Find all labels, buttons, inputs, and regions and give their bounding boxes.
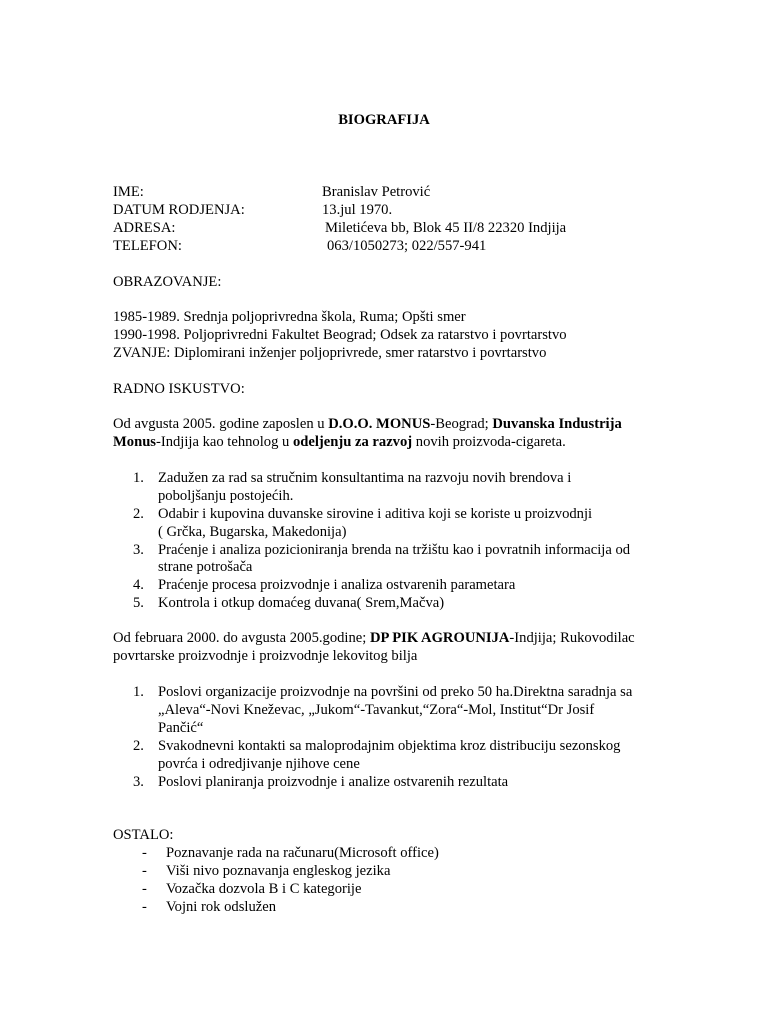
bullet-dash: -: [142, 899, 147, 915]
job1-text: Od avgusta 2005. godine zaposlen u: [113, 416, 329, 432]
job1-company: D.O.O. MONUS: [328, 416, 431, 432]
list-item-text: strane potrošača: [158, 559, 253, 575]
label-adresa: ADRESA:: [113, 220, 176, 236]
page-title: BIOGRAFIJA: [338, 112, 430, 128]
education-heading: OBRAZOVANJE:: [113, 274, 222, 290]
job1-company-2b: Monus: [113, 434, 156, 450]
education-line: 1990-1998. Poljoprivredni Fakultet Beograd; Odsek za ratarstvo i povrtarstvo: [113, 327, 567, 343]
job2-text: Od februara 2000. do avgusta 2005.godine;: [113, 630, 370, 646]
list-item-text: povrća i odredjivanje njihove cene: [158, 756, 360, 772]
value-datum-rodjenja: 13.jul 1970.: [322, 202, 393, 218]
label-ime: IME:: [113, 184, 144, 200]
education-line: ZVANJE: Diplomirani inženjer poljoprivrede, smer ratarstvo i povrtarstvo: [113, 345, 547, 361]
list-number: 2.: [133, 506, 144, 522]
list-number: 3.: [133, 774, 144, 790]
job2-company: DP PIK AGROUNIJA: [369, 630, 510, 646]
job1-text: -Indjija kao tehnolog u: [155, 434, 293, 450]
job2-paragraph-line2: povrtarske proizvodnje i proizvodnje lekovitog bilja: [113, 648, 418, 664]
list-item-text: Odabir i kupovina duvanske sirovine i aditiva koji se koriste u proizvodnji: [158, 506, 593, 522]
bullet-dash: -: [142, 845, 147, 861]
bullet-dash: -: [142, 863, 147, 879]
job1-company-2: Duvanska Industrija: [492, 416, 622, 432]
experience-heading: RADNO ISKUSTVO:: [113, 381, 245, 397]
bullet-dash: -: [142, 881, 147, 897]
other-item-text: Vozačka dozvola B i C kategorije: [166, 881, 362, 897]
job2-paragraph-line1: [113, 629, 635, 647]
list-item-text: „Aleva“-Novi Kneževac, „Jukom“-Tavankut,“Zora“-Mol, Institut“Dr Josif: [158, 702, 595, 718]
other-heading: OSTALO:: [113, 827, 174, 843]
list-number: 5.: [133, 595, 144, 611]
list-number: 4.: [133, 577, 144, 593]
list-item-text: Zadužen za rad sa stručnim konsultantima na razvoju novih brendova i: [158, 470, 572, 486]
list-item-text: Pančić“: [158, 720, 204, 736]
value-ime: Branislav Petrović: [322, 184, 431, 200]
list-item-text: Praćenje procesa proizvodnje i analiza ostvarenih parametara: [158, 577, 516, 593]
other-item-text: Vojni rok odslužen: [166, 899, 276, 915]
other-item-text: Poznavanje rada na računaru(Microsoft office): [166, 845, 439, 861]
job1-paragraph-line1: [113, 415, 622, 433]
list-item-text: Svakodnevni kontakti sa maloprodajnim objektima kroz distribuciju sezonskog: [158, 738, 621, 754]
value-adresa: Miletićeva bb, Blok 45 II/8 22320 Indjija: [325, 220, 567, 236]
job2-text: -Indjija; Rukovodilac: [509, 630, 635, 646]
other-item-text: Viši nivo poznavanja engleskog jezika: [166, 863, 391, 879]
list-item-text: Kontrola i otkup domaćeg duvana( Srem,Mačva): [158, 595, 445, 611]
list-item-text: ( Grčka, Bugarska, Makedonija): [158, 524, 347, 540]
education-line: 1985-1989. Srednja poljoprivredna škola, Ruma; Opšti smer: [113, 309, 466, 325]
label-telefon: TELEFON:: [113, 238, 182, 254]
list-item-text: poboljšanju postojećih.: [158, 488, 294, 504]
job1-paragraph-line2: [113, 433, 566, 451]
list-number: 1.: [133, 470, 144, 486]
job1-text: novih proizvoda-cigareta.: [412, 434, 566, 450]
list-item-text: Praćenje i analiza pozicioniranja brenda na tržištu kao i povratnih informacija od: [158, 542, 631, 558]
value-telefon: 063/1050273; 022/557-941: [327, 238, 487, 254]
list-item-text: Poslovi organizacije proizvodnje na površini od preko 50 ha.Direktna saradnja sa: [158, 684, 633, 700]
job1-department: odeljenju za razvoj: [292, 434, 413, 450]
list-number: 2.: [133, 738, 144, 754]
list-number: 1.: [133, 684, 144, 700]
job1-text: -Beograd;: [430, 416, 493, 432]
list-item-text: Poslovi planiranja proizvodnje i analize ostvarenih rezultata: [158, 774, 509, 790]
list-number: 3.: [133, 542, 144, 558]
label-datum-rodjenja: DATUM RODJENJA:: [113, 202, 245, 218]
